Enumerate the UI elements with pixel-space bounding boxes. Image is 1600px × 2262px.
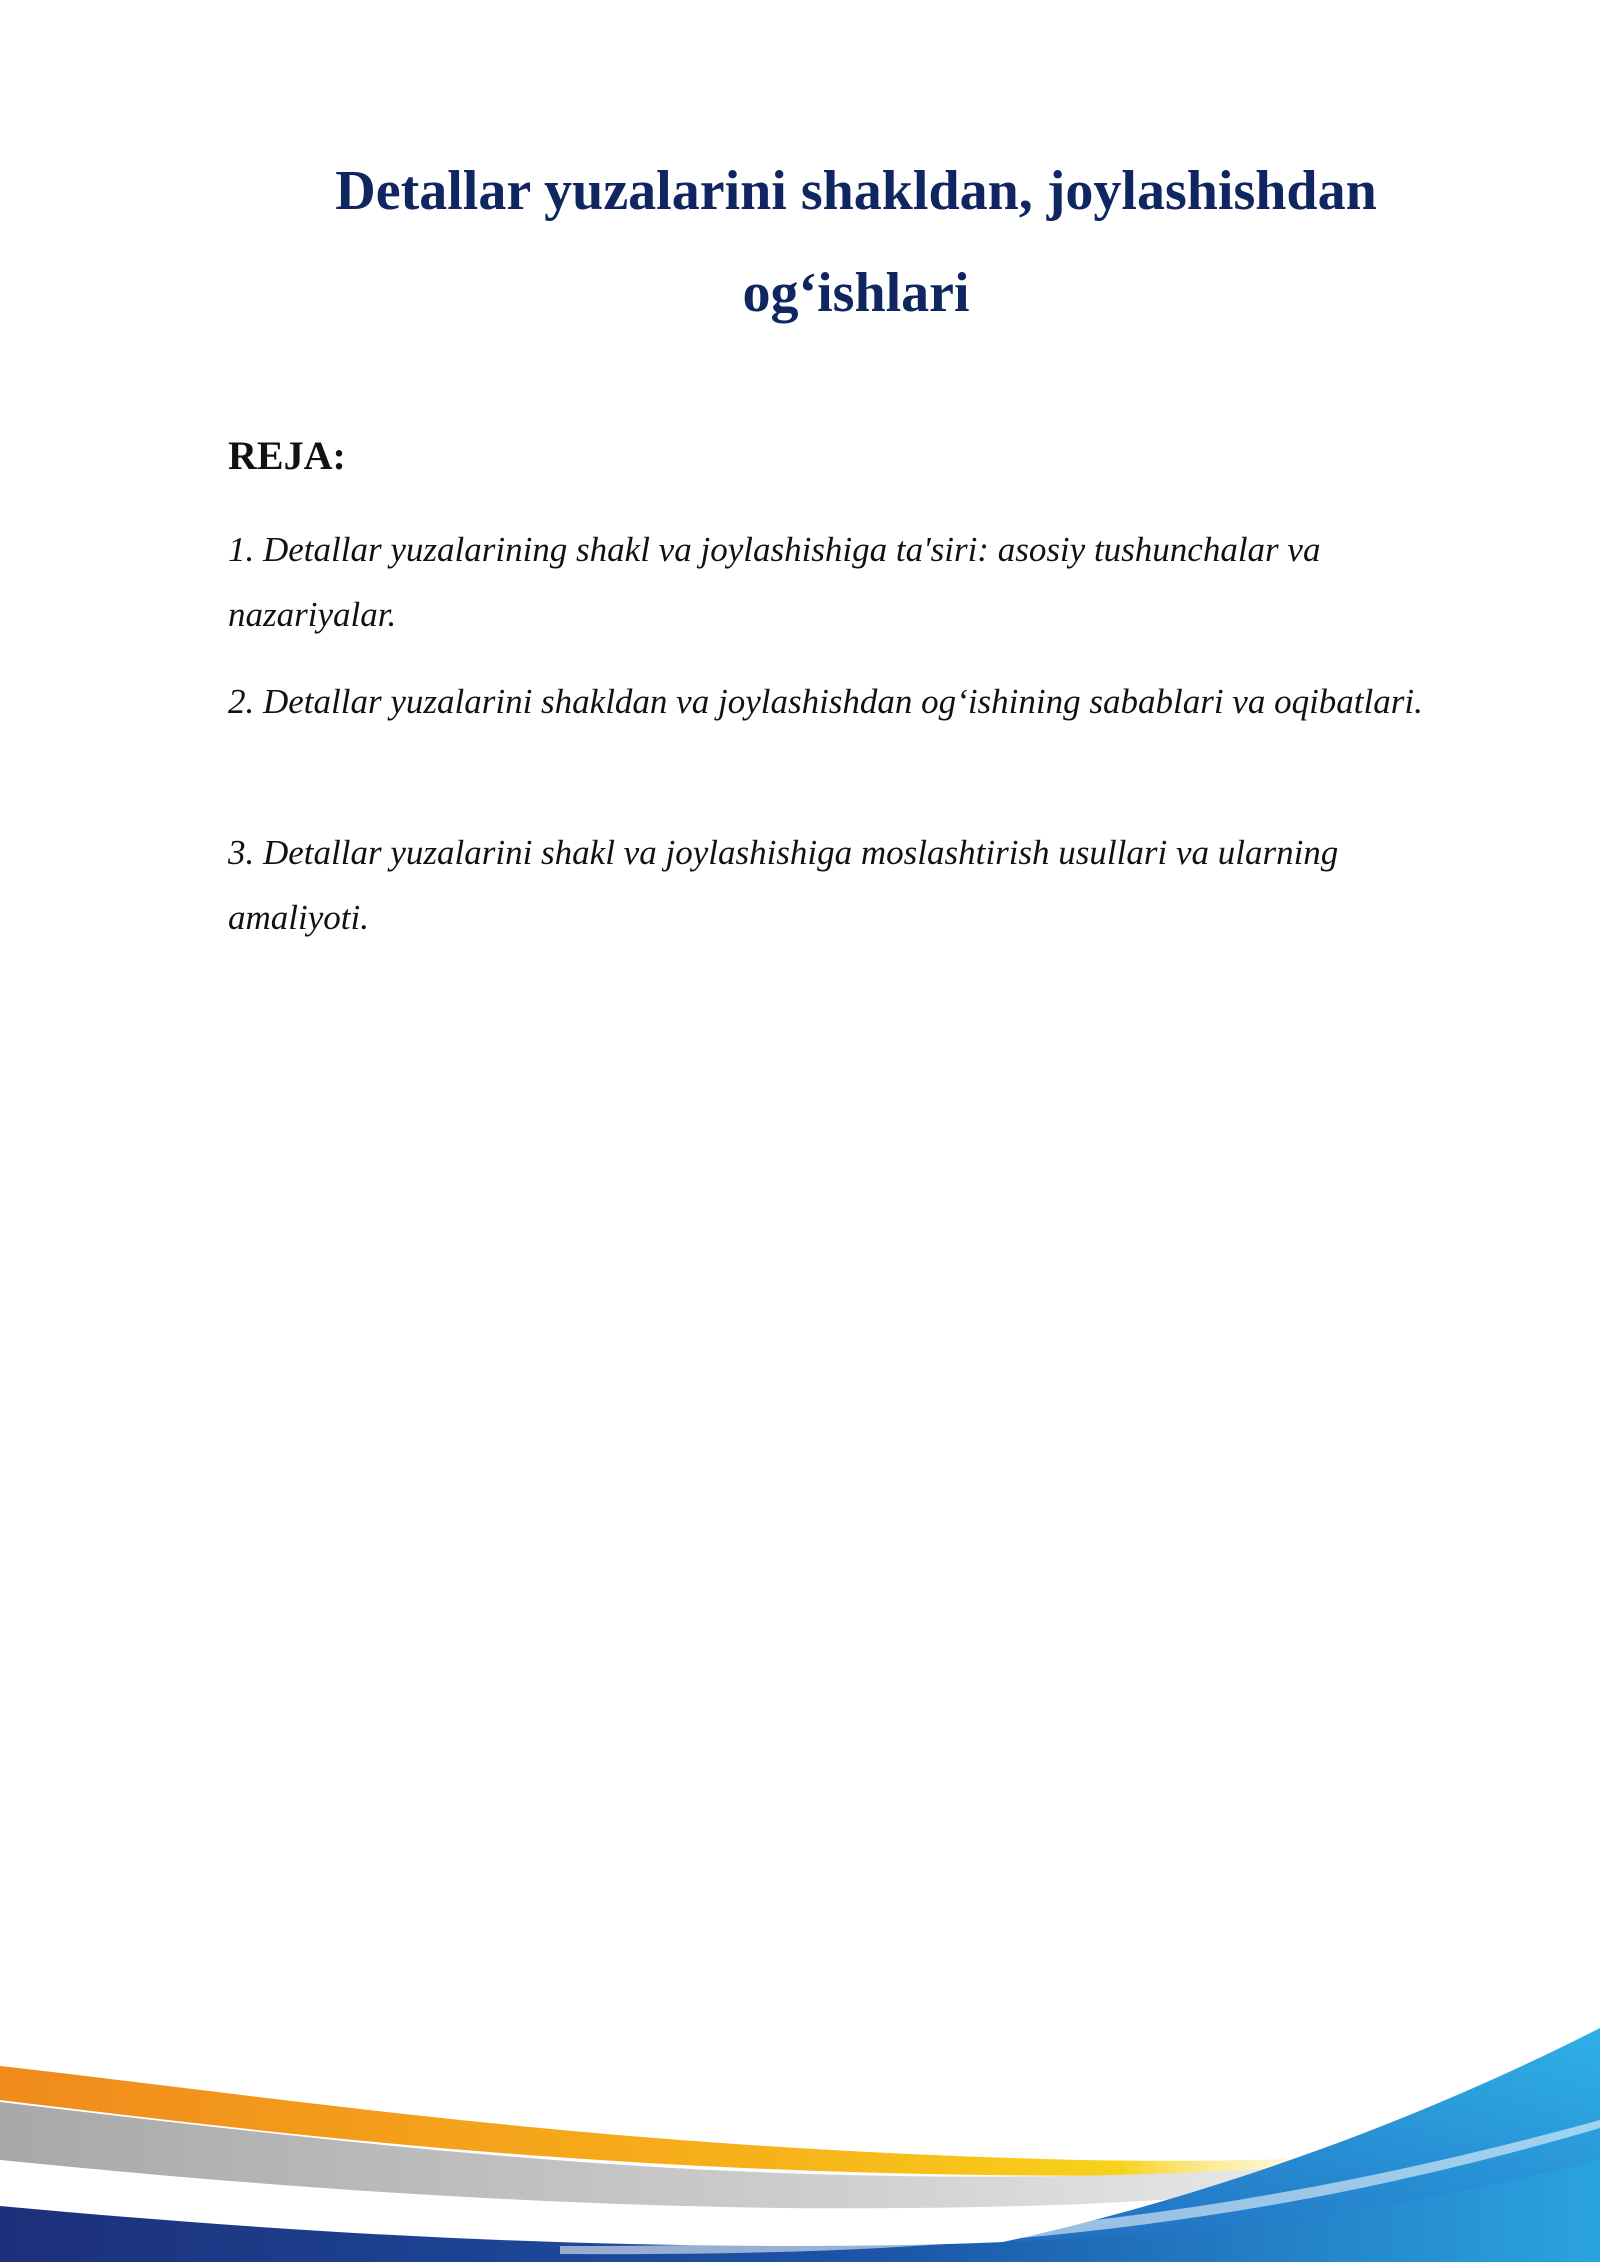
decorative-footer-wave bbox=[0, 2010, 1600, 2262]
plan-heading: REJA: bbox=[228, 433, 346, 478]
plan-item: 2. Detallar yuzalarini shakldan va joylashishdan og‘ishining sabablari va oqibatlari. bbox=[228, 682, 1423, 721]
plan-item: 3. Detallar yuzalarini shakl va joylashishiga moslashtirish usullari va ularning amaliyoti. bbox=[228, 833, 1339, 937]
page-title: Detallar yuzalarini shakldan, joylashishdan og‘ishlari bbox=[335, 160, 1377, 324]
plan-item: 1. Detallar yuzalarining shakl va joylashishiga ta'siri: asosiy tushunchalar va nazariyalar. bbox=[228, 530, 1321, 634]
